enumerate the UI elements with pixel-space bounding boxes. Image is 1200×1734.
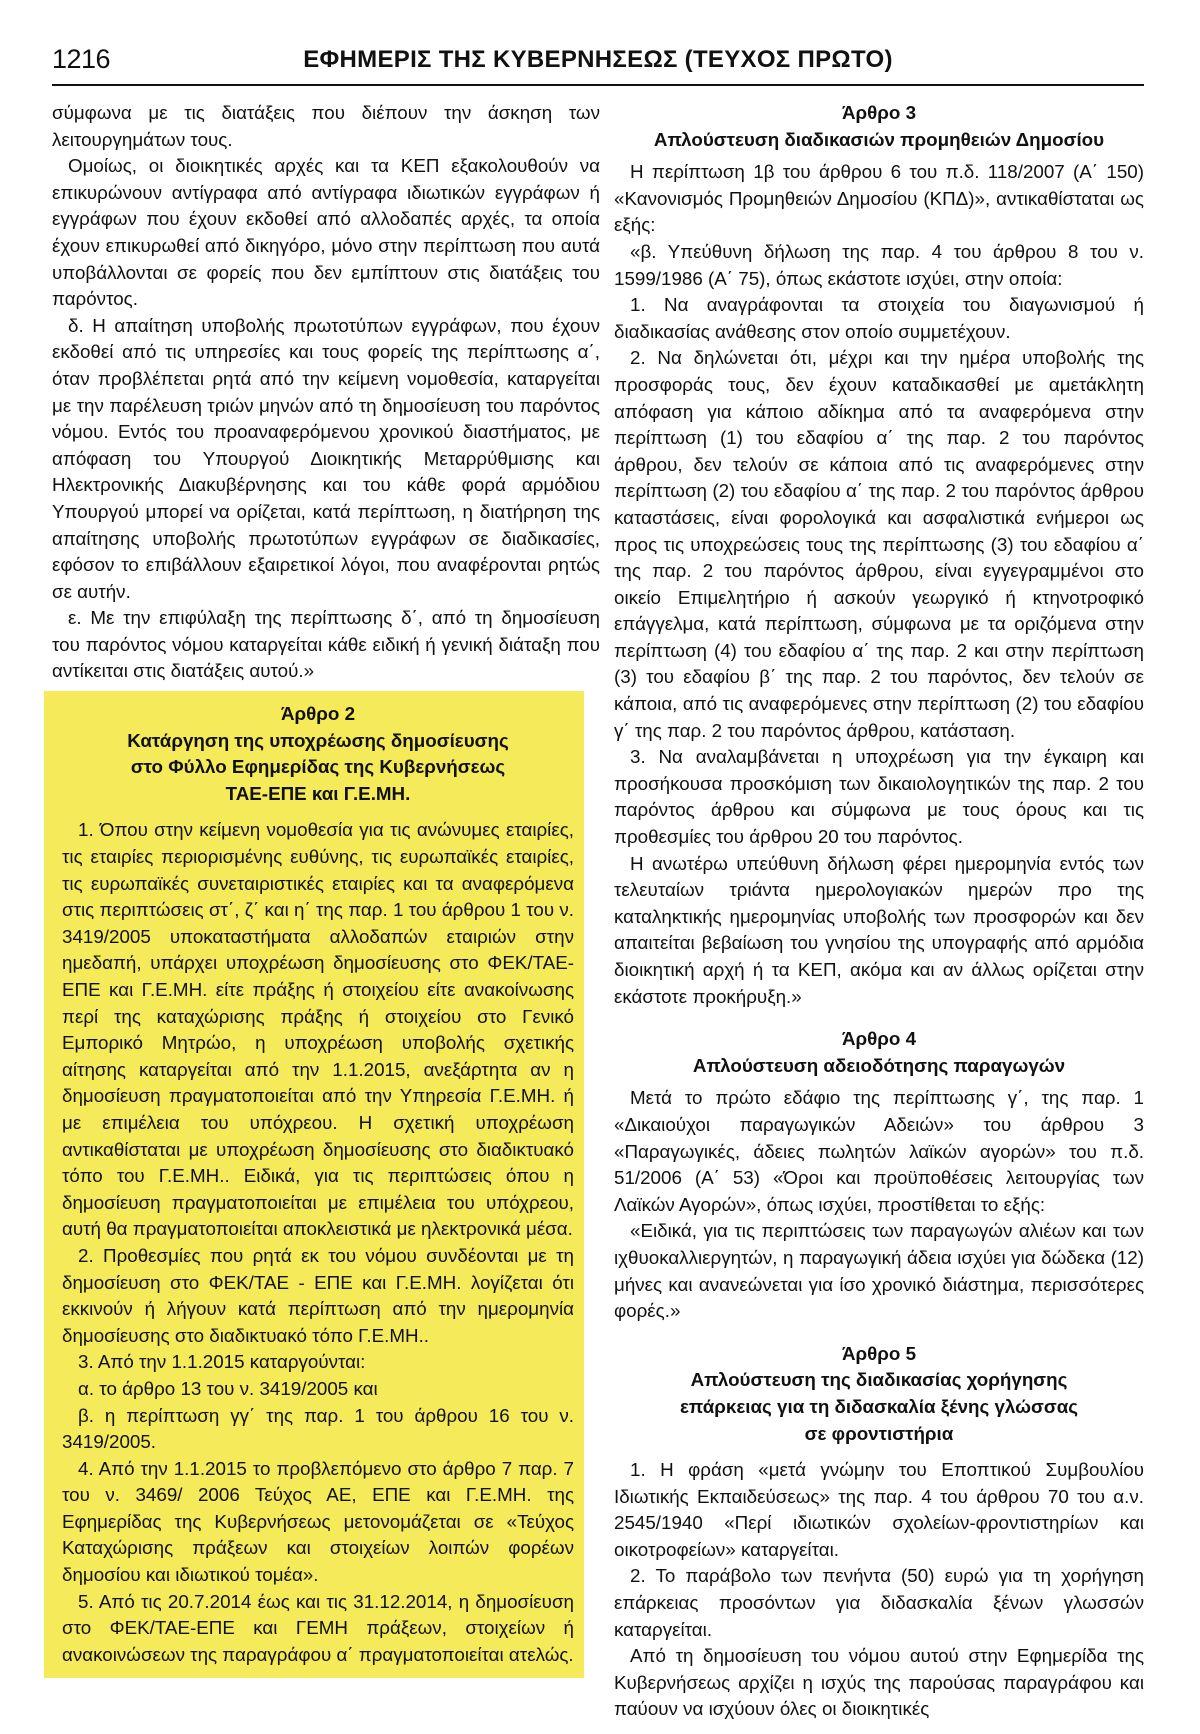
paragraph: Η περίπτωση 1β του άρθρου 6 του π.δ. 118/2007 (Α΄ 150) «Κανονισμός Προμηθειών Δημοσίου (ΚΠΔ)», αντικαθίσταται ως εξής: [614, 161, 1144, 236]
article-title-line: στο Φύλλο Εφημερίδας της Κυβερνήσεως [130, 756, 506, 778]
article-number: Άρθρο 2 [280, 703, 356, 725]
page-number: 1216 [52, 44, 111, 74]
paragraph: 2. Το παράβολο των πενήντα (50) ευρώ για τη χορήγηση επάρκειας προσόντων για διδασκαλία ξένων γλωσσών καταργείται. [614, 1565, 1144, 1640]
article-number: Άρθρο 4 [841, 1028, 917, 1050]
article-number: Άρθρο 3 [841, 102, 917, 123]
gazette-title: ΕΦΗΜΕΡΙΣ ΤΗΣ ΚΥΒΕΡΝΗΣΕΩΣ (ΤΕΥΧΟΣ ΠΡΩΤΟ) [303, 46, 893, 73]
paragraph: «β. Υπεύθυνη δήλωση της παρ. 4 του άρθρου 8 του ν. 1599/1986 (Α΄ 75), όπως εκάστοτε ισχύει, στην οποία: [614, 240, 1144, 289]
paragraph: 2. Προθεσμίες που ρητά εκ του νόμου συνδέονται με τη δημοσίευση στο ΦΕΚ/ΤΑΕ - ΕΠΕ και Γ.Ε.ΜΗ. λογίζεται ότι εκκινούν ή λήγουν κατά περίπτωση από την ημερομηνία δημοσίευσης στο διαδικτυακό τόπο Γ.Ε.ΜΗ.. [62, 1244, 574, 1346]
article-3-heading [614, 100, 1144, 153]
article-2-highlight [44, 691, 584, 1678]
paragraph: Η ανωτέρω υπεύθυνη δήλωση φέρει ημερομηνία εντός των τελευταίων τριάντα ημερολογιακών ημερών προ της καταληκτικής ημερομηνίας υποβολής των προσφορών και δεν απαιτείται βεβαίωση του γνησίου της υπογραφής από αρμόδια διοικητική αρχή ή τα ΚΕΠ, ακόμα και αν άλλως ορίζεται στην εκάστοτε προκήρυξη.» [614, 852, 1144, 1007]
paragraph: 2. Να δηλώνεται ότι, μέχρι και την ημέρα υποβολής της προσφοράς τους, δεν έχουν καταδικασθεί με αμετάκλητη απόφαση για κάποιο αδίκημα από τα αναφερόμενα στην περίπτωση (1) του εδαφίου α΄ της παρ. 2 του παρόντος άρθρου, δεν τελούν σε κάποια από τις αναφερόμενες στην περίπτωση (2) του εδαφίου α΄ της παρ. 2 του παρόντος άρθρου καταστάσεις, είναι φορολογικά και ασφαλιστικά ενήμεροι ως προς τις υποχρεώσεις τους της περίπτωσης (3) του εδαφίου α΄ της παρ. 2 του παρόντος άρθρου, είναι εγγεγραμμένοι στο οικείο Επιμελητήριο ή ασκούν γεωργικό ή κτηνοτροφικό επάγγελμα, κατά περίπτωση, σύμφωνα με τα οριζόμενα στην περίπτωση (4) του εδαφίου α΄ της παρ. 2 και στην περίπτωση (3) του εδαφίου β΄ της παρ. 2 του παρόντος, δεν τελούν σε κάποια, από τις αναφερόμενες στην περίπτωση (2) του εδαφίου γ΄ της παρ. 2 του παρόντος άρθρου, κατάσταση. [614, 347, 1144, 741]
article-2-heading [62, 701, 574, 807]
paragraph: Μετά το πρώτο εδάφιο της περίπτωσης γ΄, της παρ. 1 «Δικαιούχοι παραγωγικών Αδειών» του άρθρου 3 «Παραγωγικές, άδειες πωλητών λαϊκών αγορών» του π.δ. 51/2006 (Α΄ 53) «Όροι και προϋποθέσεις λειτουργίας των Λαϊκών Αγορών», όπως ισχύει, προστίθεται το εξής: [614, 1087, 1144, 1215]
paragraph: 1. Η φράση «μετά γνώμην του Εποπτικού Συμβουλίου Ιδιωτικής Εκπαιδεύσεως» της παρ. 4 του άρθρου 70 του α.ν. 2545/1940 «Περί ιδιωτικών σχολείων-φροντιστηρίων και οικοτροφείων» καταργείται. [614, 1459, 1144, 1560]
article-title-line: επάρκειας για τη διδασκαλία ξένης γλώσσας [679, 1395, 1079, 1417]
article-number: Άρθρο 5 [841, 1342, 917, 1364]
paragraph: σύμφωνα με τις διατάξεις που διέπουν την άσκηση των λειτουργημάτων τους. [52, 102, 600, 150]
paragraph: 3. Από την 1.1.2015 καταργούνται: [78, 1351, 366, 1373]
article-5-heading [614, 1341, 1144, 1447]
article-title-line: Απλούστευση διαδικασιών προμηθειών Δημοσίου [653, 128, 1105, 150]
paragraph: «Ειδικά, για τις περιπτώσεις των παραγωγών αλιέων και των ιχθυοκαλλιεργητών, η παραγωγική άδεια ισχύει για δώδεκα (12) μήνες και ανανεώνεται για ίσο χρονικό διάστημα, περισσότερες φορές.» [614, 1220, 1144, 1322]
paragraph: α. το άρθρο 13 του ν. 3419/2005 και [78, 1377, 378, 1399]
article-title-line: σε φροντιστήρια [804, 1422, 954, 1444]
paragraph: 4. Από την 1.1.2015 το προβλεπόμενο στο άρθρο 7 παρ. 7 του ν. 3469/ 2006 Τεύχος ΑΕ, ΕΠΕ και Γ.Ε.ΜΗ. της Εφημερίδας της Κυβερνήσεως μετονομάζεται σε «Τεύχος Καταχώρισης πράξεων και στοιχείων λοιπών φορέων δημοσίου και ιδιωτικού τομέα». [62, 1457, 574, 1586]
paragraph: 1. Όπου στην κείμενη νομοθεσία για τις ανώνυμες εταιρίες, τις εταιρίες περιορισμένης ευθύνης, τις ευρωπαϊκές εταιρίες, τις ευρωπαϊκές συνεταιριστικές εταιρίες και τα αναφερόμενα στις περιπτώσεις στ΄, ζ΄ και η΄ της παρ. 1 του άρθρου 1 του ν. 3419/2005 υποκαταστήματα αλλοδαπών εταιριών στην ημεδαπή, υπάρχει υποχρέωση δημοσίευσης στο ΦΕΚ/ΤΑΕ-ΕΠΕ και Γ.Ε.ΜΗ. είτε πράξης ή στοιχείου είτε ανακοίνωσης περί της καταχώρισης πράξης ή στοιχείου στο Γενικό Εμπορικό Μητρώο, η υποχρέωση υποβολής σχετικής αίτησης καταργείται από την 1.1.2015, ανεξάρτητα αν η δημοσίευση πραγματοποιείται από την Υπηρεσία Γ.Ε.ΜΗ. ή με επιμέλεια του υπόχρεου. Η σχετική υποχρέωση αντικαθίσταται με υποχρέωση δημοσίευσης στο διαδικτυακό τόπο του Γ.Ε.ΜΗ.. Ειδικά, για τις περιπτώσεις όπου η δημοσίευση πραγματοποιείται με επιμέλεια του υπόχρεου, αυτή θα πραγματοποιείται αποκλειστικά με ηλεκτρονικά μέσα. [62, 819, 574, 1240]
paragraph: 5. Από τις 20.7.2014 έως και τις 31.12.2014, η δημοσίευση στο ΦΕΚ/ΤΑΕ-ΕΠΕ και ΓΕΜΗ πράξεων, στοιχείων ή ανακοινώσεων της παραγράφου α΄ πραγματοποιείται ατελώς. [62, 1590, 574, 1665]
paragraph: ε. Με την επιφύλαξη της περίπτωσης δ΄, από τη δημοσίευση του παρόντος νόμου καταργείται κάθε ειδική ή γενική διάταξη που αντίκειται στις διατάξεις αυτού.» [52, 607, 600, 682]
paragraph: 1. Να αναγράφονται τα στοιχεία του διαγωνισμού ή διαδικασίας ανάθεσης στον οποίο συμμετέχουν. [614, 294, 1144, 342]
page-header [52, 40, 1144, 86]
article-title-line: ΤΑΕ-ΕΠΕ και Γ.Ε.ΜΗ. [225, 782, 411, 804]
paragraph: β. η περίπτωση γγ΄ της παρ. 1 του άρθρου 16 του ν. 3419/2005. [62, 1404, 574, 1453]
article-4-heading [614, 1026, 1144, 1079]
article-title-line: Απλούστευση της διαδικασίας χορήγησης [690, 1369, 1068, 1391]
article-title-line: Απλούστευση αδειοδότησης παραγωγών [692, 1054, 1066, 1076]
left-column [52, 100, 600, 1678]
paragraph: Από τη δημοσίευση του νόμου αυτού στην Εφημερίδα της Κυβερνήσεως αρχίζει η ισχύς της παρούσας παραγράφου και παύουν να ισχύουν όλες οι διοικητικές [614, 1645, 1144, 1720]
paragraph: 3. Να αναλαμβάνεται η υποχρέωση για την έγκαιρη και προσήκουσα προσκόμιση των δικαιολογητικών της παρ. 2 του παρόντος άρθρου και σύμφωνα με τους όρους και τις προθεσμίες του άρθρου 20 του παρόντος. [614, 746, 1144, 848]
right-column [614, 100, 1144, 1723]
article-title-line: Κατάργηση της υποχρέωσης δημοσίευσης [127, 729, 509, 751]
paragraph: δ. Η απαίτηση υποβολής πρωτοτύπων εγγράφων, που έχουν εκδοθεί από τις υπηρεσίες και τους φορείς της περίπτωσης α΄, όταν προβλέπεται ρητά από την κείμενη νομοθεσία, καταργείται με την παρέλευση τριών μηνών από τη δημοσίευση του παρόντος νόμου. Εντός του προαναφερόμενου χρονικού διαστήματος, με απόφαση του Υπουργού Διοικητικής Μεταρρύθμισης και Ηλεκτρονικής Διακυβέρνησης και του κάθε φορά αρμόδιου Υπουργού μπορεί να ορίζεται, κατά περίπτωση, η διατήρηση της απαίτησης υποβολής πρωτοτύπων εγγράφων σε διαδικασίες, εφόσον το επιβάλλουν εξαιρετικοί λόγοι, που αναφέρονται ρητώς σε αυτήν. [52, 314, 600, 602]
paragraph: Ομοίως, οι διοικητικές αρχές και τα ΚΕΠ εξακολουθούν να επικυρώνουν αντίγραφα από αντίγραφα ιδιωτικών εγγράφων ή εγγράφων που έχουν εκδοθεί από αλλοδαπές αρχές, τα οποία έχουν επικυρωθεί από δικηγόρο, μόνο στην περίπτωση που αυτά υποβάλλονται σε φορείς που δεν εμπίπτουν στις διατάξεις του παρόντος. [52, 155, 600, 310]
